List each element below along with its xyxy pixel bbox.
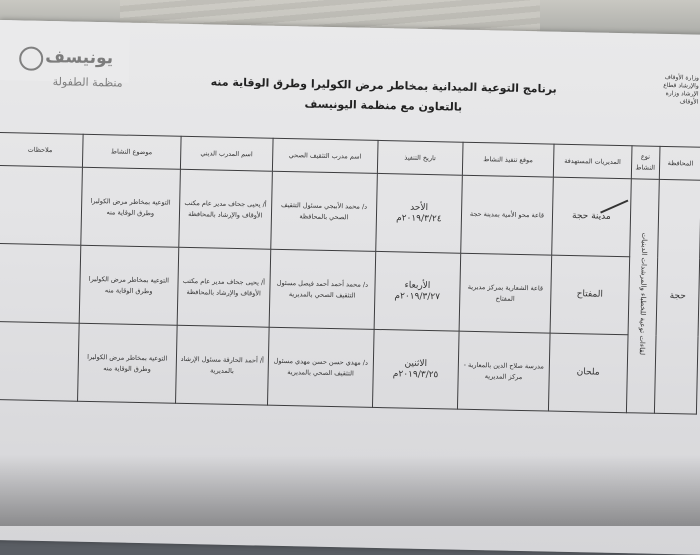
date-value: ٢٠١٩/٣/٢٤م	[396, 212, 442, 224]
unicef-emblem-icon	[19, 46, 43, 70]
notes-cell	[0, 243, 80, 323]
date-cell	[373, 329, 459, 409]
col-header: المديريات المستهدفة	[554, 144, 632, 179]
unicef-subtitle: منظمة الطفولة	[52, 75, 123, 90]
table-row	[0, 321, 698, 414]
col-header: ملاحظات	[0, 132, 83, 167]
unicef-logo	[18, 44, 129, 106]
notes-cell	[0, 165, 82, 245]
health-trainer-cell: د/ مهدي حسن حسن مهدي مسئول التثقيف الصحي بالمديرية	[267, 327, 374, 407]
col-header: المحافظة	[659, 146, 700, 180]
title-line-1: برنامج التوعية الميدانية بمخاطر مرض الكوليرا وطرق الوقاية منه	[210, 75, 557, 96]
religious-trainer-cell: أ/ يحيى جحاف مدير عام مكتب الأوقاف والإرشاد بالمحافظة	[177, 247, 270, 327]
religious-trainer-cell: أ/ يحيى جحاف مدير عام مكتب الأوقاف والإرشاد بالمحافظة	[179, 169, 272, 249]
table-row	[0, 243, 700, 336]
district-cell: المفتاح	[550, 255, 629, 335]
location-cell: قاعة الشعارية بمركز مديرية المفتاح	[459, 253, 552, 333]
col-header: موقع تنفيذ النشاط	[462, 142, 554, 177]
ministry-letterhead: وزارة الأوقاف والإرشاد قطاع الإرشاد وزارة الأوقاف	[663, 73, 700, 106]
date-day: الأحد	[410, 202, 429, 213]
date-cell	[374, 251, 460, 331]
col-header: تاريخ التنفيذ	[378, 140, 463, 175]
health-trainer-cell: د/ محمد الأبيجي مسئول التثقيف الصحي بالمحافظة	[270, 171, 377, 251]
date-day: الاثنين	[404, 358, 428, 369]
bottom-shadow	[0, 455, 700, 526]
district-cell: ملحان	[549, 333, 628, 413]
health-trainer-cell: د/ محمد أحمد أحمد فيصل مسئول التثقيف الصحي بالمديرية	[269, 249, 376, 329]
date-value: ٢٠١٩/٣/٢٧م	[394, 290, 441, 302]
activity-type-cell	[626, 179, 659, 414]
location-cell: مدرسة صلاح الدين بالمعارية - مركز المديرية	[457, 331, 550, 411]
unicef-name: يونيسف	[45, 46, 114, 69]
date-day: الأربعاء	[404, 280, 431, 291]
religious-trainer-cell: أ/ أحمد الحارقة مسئول الإرشاد بالمديرية	[176, 325, 269, 405]
topic-cell: التوعية بمخاطر مرض الكوليرا وطرق الوقاية منه	[79, 245, 179, 325]
col-header: اسم مدرب التثقيف الصحي	[272, 138, 378, 173]
col-header: اسم المدرب الديني	[180, 136, 272, 171]
activities-table	[0, 132, 700, 415]
notes-cell	[0, 321, 79, 401]
district-cell: مدينة حجة	[552, 177, 631, 257]
table-row	[0, 165, 700, 258]
date-cell	[376, 173, 462, 253]
document-title	[198, 72, 569, 120]
activity-type-label: لقاءات توعية للخطباء والمرشدات الدينيات	[637, 232, 649, 356]
col-header: نوع النشاط	[631, 146, 660, 180]
col-header: موضوع النشاط	[82, 134, 181, 169]
governorate-cell: حجة	[654, 179, 700, 414]
topic-cell: التوعية بمخاطر مرض الكوليرا وطرق الوقاية منه	[77, 323, 177, 403]
date-value: ٢٠١٩/٣/٢٥م	[392, 368, 439, 380]
location-cell: قاعة محو الأمية بمدينة حجة	[460, 175, 553, 255]
title-line-2: بالتعاون مع منظمة اليونيسف	[304, 97, 463, 114]
topic-cell: التوعية بمخاطر مرض الكوليرا وطرق الوقاية منه	[80, 167, 180, 247]
